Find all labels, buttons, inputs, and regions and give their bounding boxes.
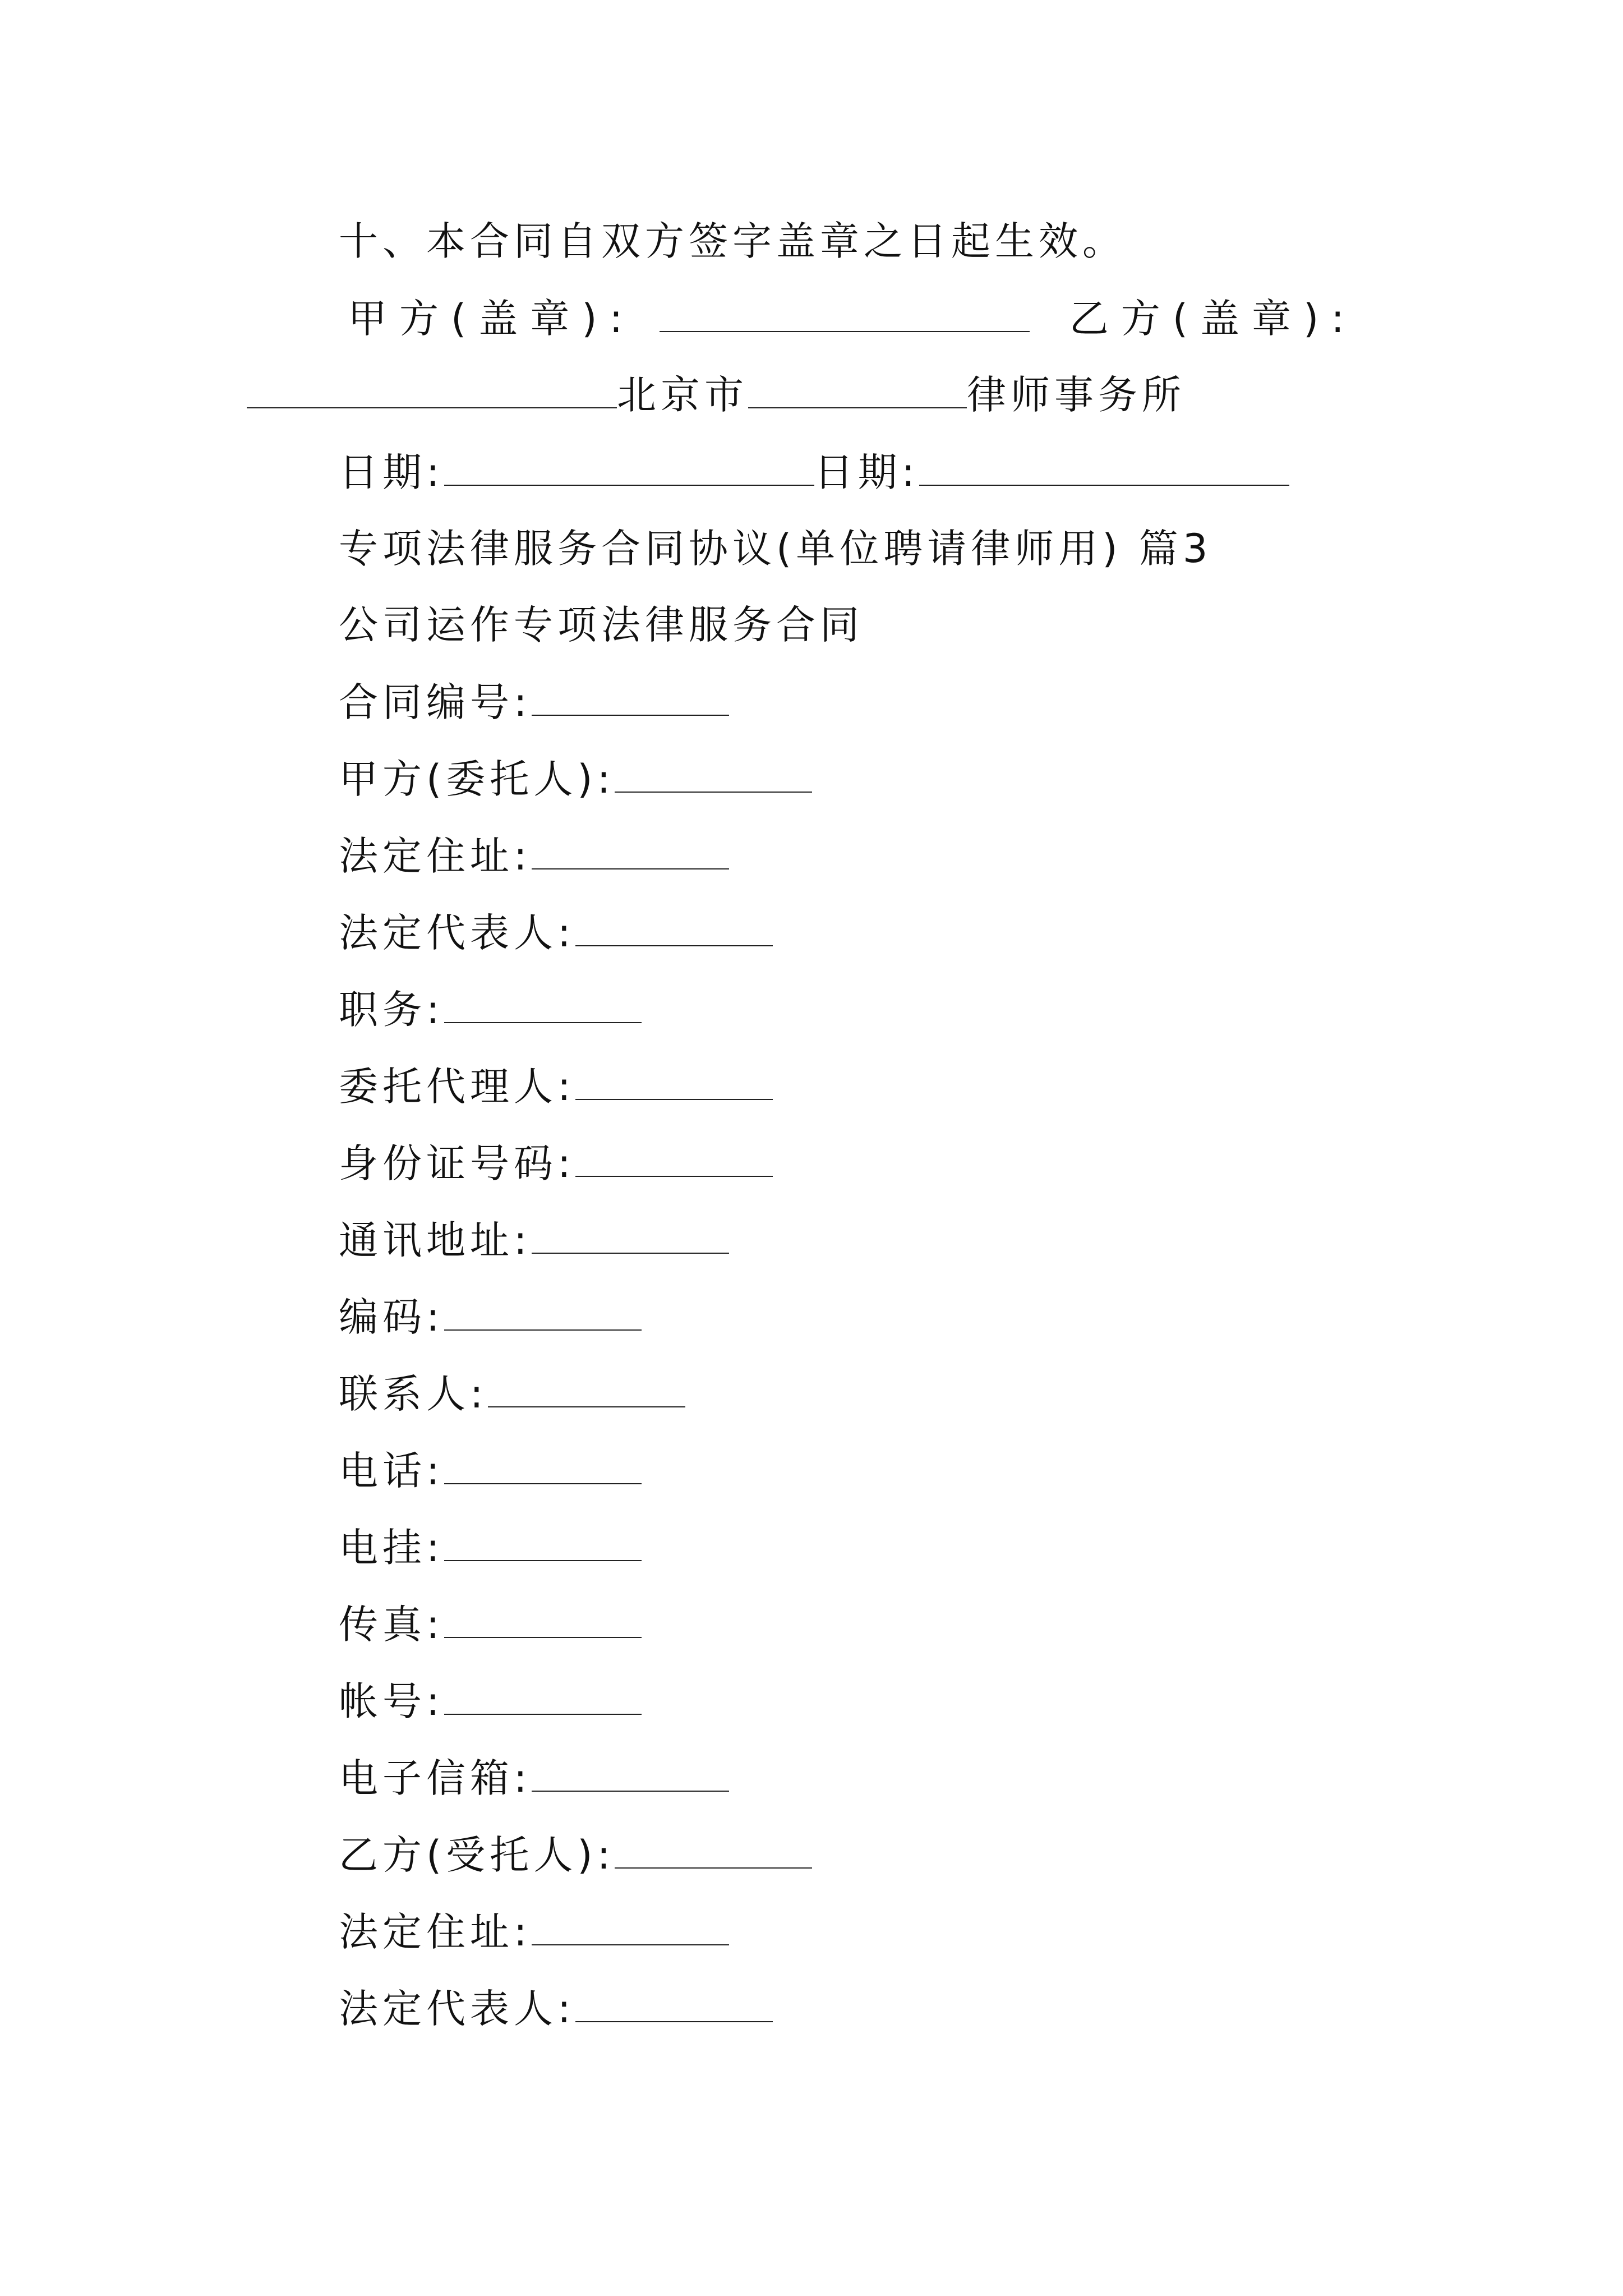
- field-row: [339, 1443, 642, 1499]
- field-row: [339, 1135, 773, 1191]
- section-heading: 专项法律服务合同协议(单位聘请律师用) 篇3: [339, 526, 1212, 572]
- date-a-blank: [444, 444, 814, 486]
- field-blank: [575, 1059, 773, 1100]
- field-label: 法定住址:: [339, 833, 532, 879]
- field-label: 传真:: [339, 1602, 444, 1648]
- field-blank: [532, 1750, 729, 1792]
- field-blank: [532, 674, 729, 716]
- field-row: [339, 1289, 642, 1345]
- field-label: 联系人:: [339, 1371, 488, 1417]
- field-row: [339, 1673, 642, 1729]
- party-a-seal-label: 甲方(盖章):: [348, 296, 635, 342]
- field-row: [339, 1981, 773, 2037]
- field-row: [339, 1827, 812, 1883]
- field-label: 法定代表人:: [339, 1986, 575, 2032]
- field-row: [339, 1750, 729, 1806]
- field-row: [339, 1596, 642, 1653]
- field-label: 帐号:: [339, 1678, 444, 1724]
- field-row: [339, 905, 773, 961]
- field-blank: [615, 751, 812, 793]
- signature-row-seals: [348, 291, 1357, 347]
- field-blank: [444, 982, 642, 1023]
- law-firm-suffix: 律师事务所: [967, 372, 1186, 418]
- field-blank: [444, 1520, 642, 1561]
- field-blank: [444, 1596, 642, 1638]
- field-label: 电挂:: [339, 1525, 444, 1571]
- field-label: 法定代表人:: [339, 910, 575, 956]
- field-label: 委托代理人:: [339, 1064, 575, 1110]
- field-label: 电话:: [339, 1448, 444, 1494]
- field-blank: [444, 1673, 642, 1715]
- field-row: [339, 1904, 729, 1960]
- field-blank: [575, 1981, 773, 2022]
- field-label: 合同编号:: [339, 679, 532, 725]
- field-row: [339, 982, 642, 1038]
- date-b-blank: [919, 444, 1289, 486]
- field-blank: [444, 1289, 642, 1331]
- field-row: [339, 1366, 685, 1422]
- field-blank: [532, 1212, 729, 1254]
- field-blank: [575, 1135, 773, 1177]
- contract-title: 公司运作专项法律服务合同: [339, 602, 864, 648]
- field-row: [339, 751, 812, 807]
- field-row: [339, 1520, 642, 1576]
- field-label: 身份证号码:: [339, 1140, 575, 1186]
- field-row: [339, 1212, 729, 1268]
- firm-name-blank: [748, 367, 967, 408]
- field-blank: [532, 828, 729, 869]
- party-a-seal-blank: [660, 291, 1030, 332]
- date-label-a: 日期:: [339, 449, 444, 495]
- field-label: 电子信箱:: [339, 1755, 532, 1801]
- city-label: 北京市: [617, 372, 748, 418]
- field-label: 职务:: [339, 987, 444, 1033]
- field-row: [339, 674, 729, 730]
- signature-row-dates: [339, 444, 1289, 500]
- clause-ten: 十、本合同自双方签字盖章之日起生效。: [339, 218, 1126, 264]
- field-label: 编码:: [339, 1294, 444, 1340]
- field-blank: [488, 1366, 685, 1407]
- field-label: 通讯地址:: [339, 1217, 532, 1263]
- field-blank: [444, 1443, 642, 1484]
- field-row: [339, 1059, 773, 1115]
- date-label-b: 日期:: [814, 449, 920, 495]
- field-label: 甲方(委托人):: [339, 756, 615, 802]
- field-label: 乙方(受托人):: [339, 1832, 615, 1878]
- field-blank: [615, 1827, 812, 1869]
- field-blank: [532, 1904, 729, 1945]
- party-a-name-blank: [247, 367, 617, 408]
- field-row: [339, 828, 729, 884]
- signature-row-firm: [247, 367, 1186, 423]
- party-b-seal-label: 乙方(盖章):: [1069, 296, 1357, 342]
- field-blank: [575, 905, 773, 946]
- field-label: 法定住址:: [339, 1909, 532, 1955]
